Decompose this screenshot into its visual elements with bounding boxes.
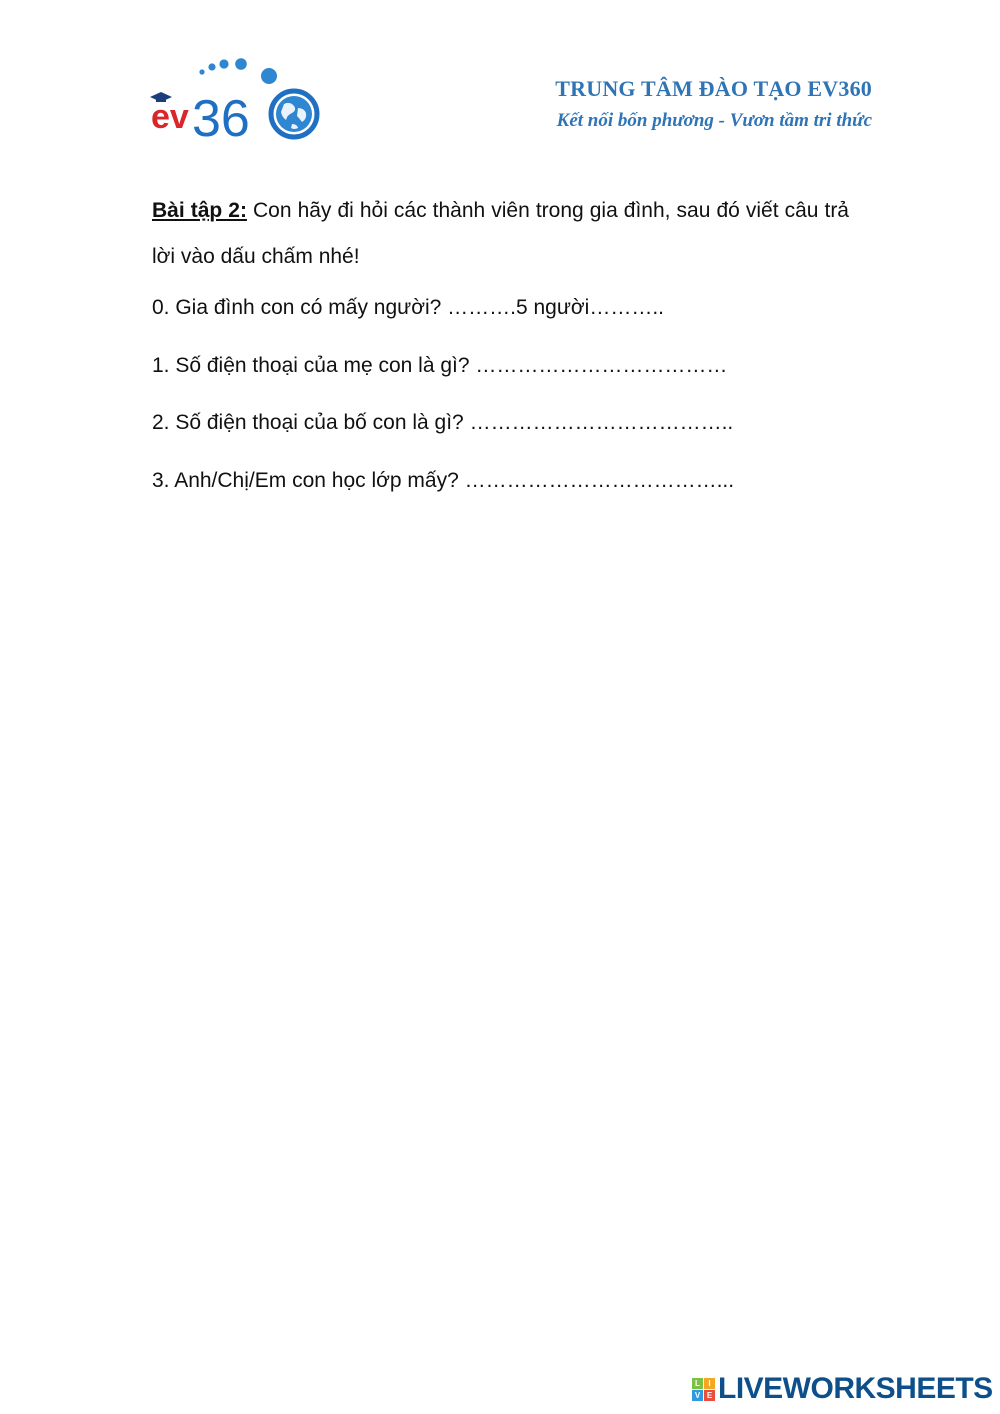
svg-text:36: 36 [192,90,250,140]
liveworksheets-grid-icon [692,1378,715,1401]
grid-letter-v: V [692,1390,703,1401]
question-2: 2. Số điện thoại của bố con là gì? ……………………………….. [152,411,734,434]
grid-letter-e: E [704,1390,715,1401]
center-header [555,76,872,132]
grid-letter-i: I [704,1378,715,1389]
svg-text:ev: ev [151,98,189,136]
liveworksheets-watermark [692,1374,993,1404]
question-0: 0. Gia đình con có mấy người? ……….5 người……….. [152,296,665,319]
center-slogan: Kết nối bốn phương - Vươn tầm tri thức [556,110,872,131]
question-3: 3. Anh/Chị/Em con học lớp mấy? ………………………………... [152,469,735,492]
center-name: TRUNG TÂM ĐÀO TẠO EV360 [555,76,872,101]
ev360-logo [148,58,323,140]
exercise-instruction [152,188,849,280]
liveworksheets-brand: LIVEWORKSHEETS [718,1372,993,1405]
grid-letter-l: L [692,1378,703,1389]
question-1: 1. Số điện thoại của mẹ con là gì? ……………………………… [152,354,728,377]
exercise-label: Bài tập 2: [152,199,247,222]
exercise-text: Con hãy đi hỏi các thành viên trong gia đình, sau đó viết câu trả lời vào dấu chấm nhé! [152,199,849,268]
